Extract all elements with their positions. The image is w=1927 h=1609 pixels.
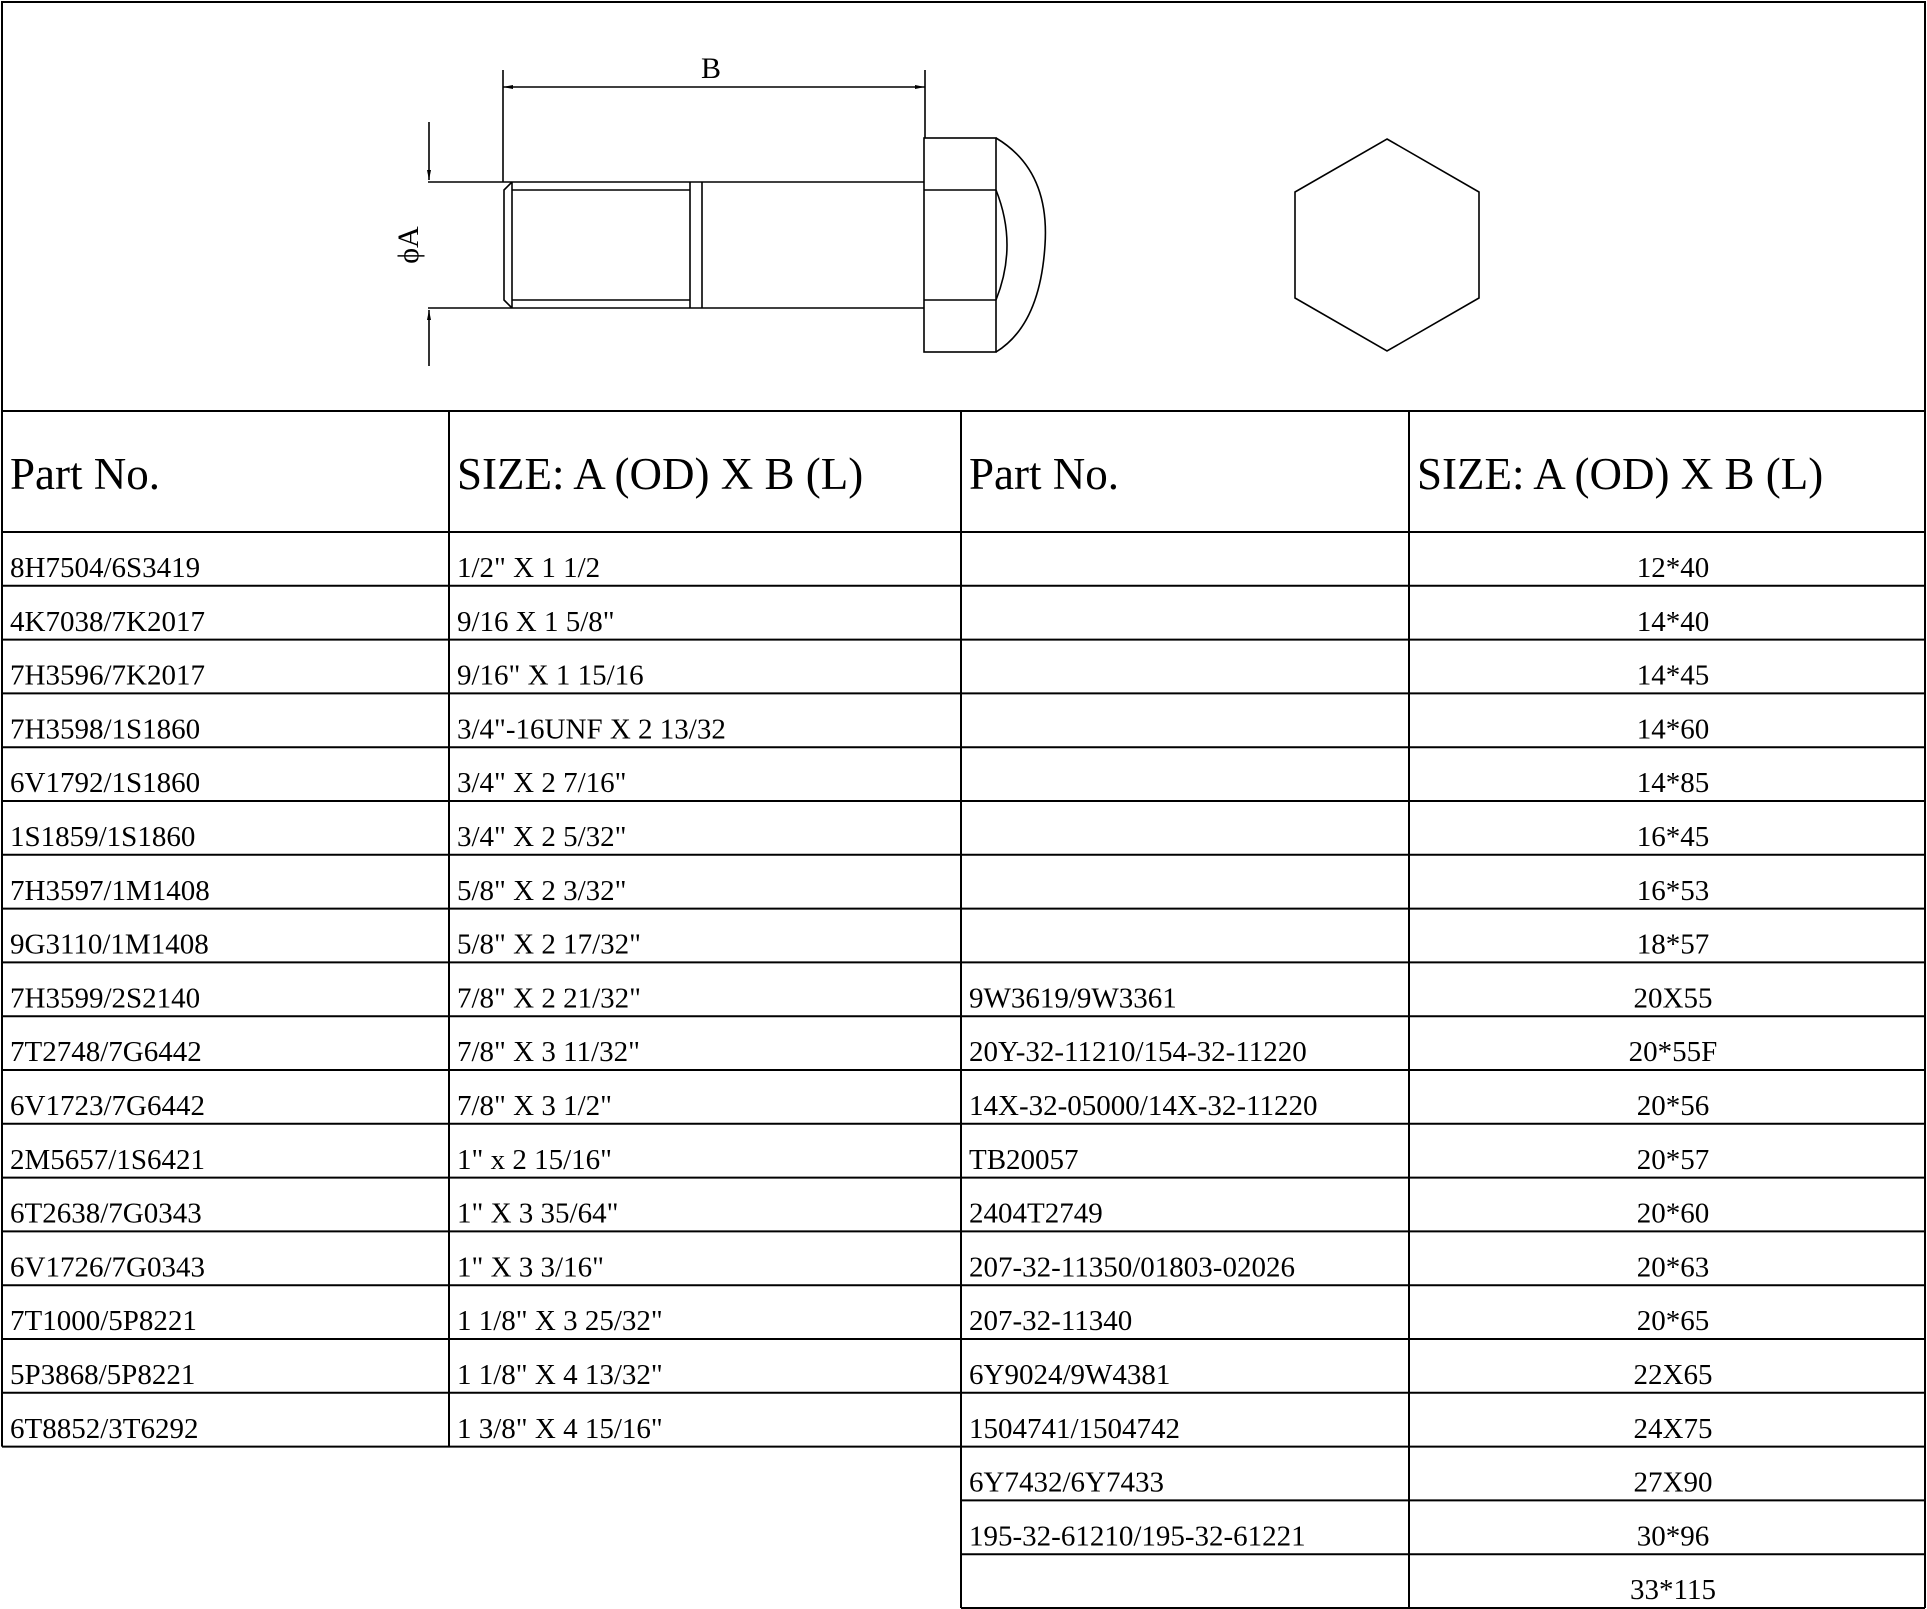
- cell-size-right: 12*40: [1636, 552, 1710, 584]
- cell-size-left: 7/8" X 3 1/2": [457, 1090, 612, 1122]
- cell-size-right: 16*45: [1636, 821, 1710, 853]
- cell-size-right: 14*45: [1636, 659, 1710, 692]
- cell-part-left: 4K7038/7K2017: [10, 605, 205, 638]
- cell-part-left: 7T2748/7G6442: [10, 1036, 202, 1069]
- cell-part-left: 7H3598/1S1860: [10, 713, 201, 746]
- drawing-frame: [2, 2, 1925, 411]
- parts-table: [10, 449, 1823, 1606]
- cell-size-left: 7/8" X 2 21/32": [457, 982, 641, 1015]
- cell-size-right: 16*53: [1636, 874, 1710, 907]
- cell-part-right: 207-32-11340: [969, 1305, 1133, 1338]
- cell-size-left: 3/4"-16UNF X 2 13/32: [457, 713, 726, 746]
- cell-part-left: 7T1000/5P8221: [10, 1305, 197, 1338]
- cell-size-left: 1" X 3 3/16": [457, 1251, 604, 1284]
- bolt-side-view: [428, 70, 1045, 366]
- cell-part-left: 7H3596/7K2017: [10, 659, 205, 692]
- cell-size-right: 22X65: [1633, 1359, 1713, 1391]
- cell-part-right: 207-32-11350/01803-02026: [969, 1251, 1295, 1284]
- cell-part-left: 1S1859/1S1860: [10, 821, 196, 853]
- cell-part-left: 9G3110/1M1408: [10, 928, 209, 961]
- cell-part-right: 1504741/1504742: [969, 1412, 1181, 1445]
- dimension-a-label: ϕA: [392, 226, 425, 264]
- cell-size-right: 24X75: [1633, 1412, 1713, 1445]
- table-header-2: SIZE: A (OD) X B (L): [457, 449, 864, 499]
- cell-size-left: 5/8" X 2 17/32": [457, 928, 641, 961]
- cell-part-right: 2404T2749: [969, 1197, 1103, 1230]
- cell-size-right: 20*65: [1636, 1305, 1710, 1338]
- cell-size-right: 18*57: [1636, 928, 1710, 961]
- cell-part-right: 20Y-32-11210/154-32-11220: [969, 1036, 1307, 1069]
- cell-part-left: 6T2638/7G0343: [10, 1197, 202, 1230]
- cell-part-left: 8H7504/6S3419: [10, 552, 201, 584]
- cell-part-left: 7H3597/1M1408: [10, 874, 210, 907]
- table-header-1: Part No.: [10, 449, 160, 499]
- cell-size-left: 9/16" X 1 15/16: [457, 659, 644, 692]
- hex-end-view: [1295, 139, 1479, 351]
- cell-size-right: 20X55: [1633, 982, 1713, 1015]
- cell-part-left: 6V1723/7G6442: [10, 1090, 205, 1122]
- cell-size-right: 20*56: [1636, 1090, 1710, 1122]
- cell-size-right: 14*60: [1636, 713, 1710, 746]
- cell-part-right: 195-32-61210/195-32-61221: [969, 1520, 1306, 1553]
- cell-size-left: 5/8" X 2 3/32": [457, 874, 627, 907]
- cell-size-right: 33*115: [1630, 1574, 1716, 1607]
- cell-size-left: 1" X 3 35/64": [457, 1197, 619, 1230]
- cell-size-left: 1/2" X 1 1/2: [457, 552, 601, 584]
- cell-part-right: TB20057: [969, 1143, 1079, 1176]
- cell-part-left: 6T8852/3T6292: [10, 1412, 199, 1445]
- drawing-panel: [2, 2, 1925, 411]
- cell-size-right: 14*40: [1636, 605, 1710, 638]
- dimension-b-label: B: [700, 52, 722, 85]
- cell-part-left: 6V1726/7G0343: [10, 1251, 205, 1284]
- cell-size-left: 3/4" X 2 5/32": [457, 821, 627, 853]
- cell-part-left: 6V1792/1S1860: [10, 767, 201, 800]
- table-header-4: SIZE: A (OD) X B (L): [1417, 449, 1824, 499]
- cell-size-left: 1 3/8" X 4 15/16": [457, 1412, 663, 1445]
- cell-size-right: 27X90: [1633, 1466, 1713, 1499]
- cell-part-left: 5P3868/5P8221: [10, 1359, 196, 1391]
- cell-size-right: 30*96: [1636, 1520, 1710, 1553]
- cell-part-left: 2M5657/1S6421: [10, 1143, 205, 1176]
- cell-part-right: 6Y7432/6Y7433: [969, 1466, 1164, 1499]
- cell-size-right: 20*57: [1636, 1143, 1710, 1176]
- cell-size-right: 14*85: [1636, 767, 1710, 800]
- cell-size-left: 9/16 X 1 5/8": [457, 605, 615, 638]
- cell-size-left: 3/4" X 2 7/16": [457, 767, 627, 800]
- cell-size-left: 1" x 2 15/16": [457, 1143, 612, 1176]
- table-header-3: Part No.: [969, 449, 1119, 499]
- cell-part-right: 14X-32-05000/14X-32-11220: [969, 1090, 1318, 1122]
- cell-size-right: 20*63: [1636, 1251, 1710, 1284]
- cell-size-right: 20*55F: [1628, 1036, 1718, 1069]
- cell-part-right: 9W3619/9W3361: [969, 982, 1177, 1015]
- cell-size-left: 7/8" X 3 11/32": [457, 1036, 640, 1069]
- cell-part-right: 6Y9024/9W4381: [969, 1359, 1171, 1391]
- cell-size-right: 20*60: [1636, 1197, 1710, 1230]
- cell-size-left: 1 1/8" X 3 25/32": [457, 1305, 663, 1338]
- cell-size-left: 1 1/8" X 4 13/32": [457, 1359, 663, 1391]
- cell-part-left: 7H3599/2S2140: [10, 982, 201, 1015]
